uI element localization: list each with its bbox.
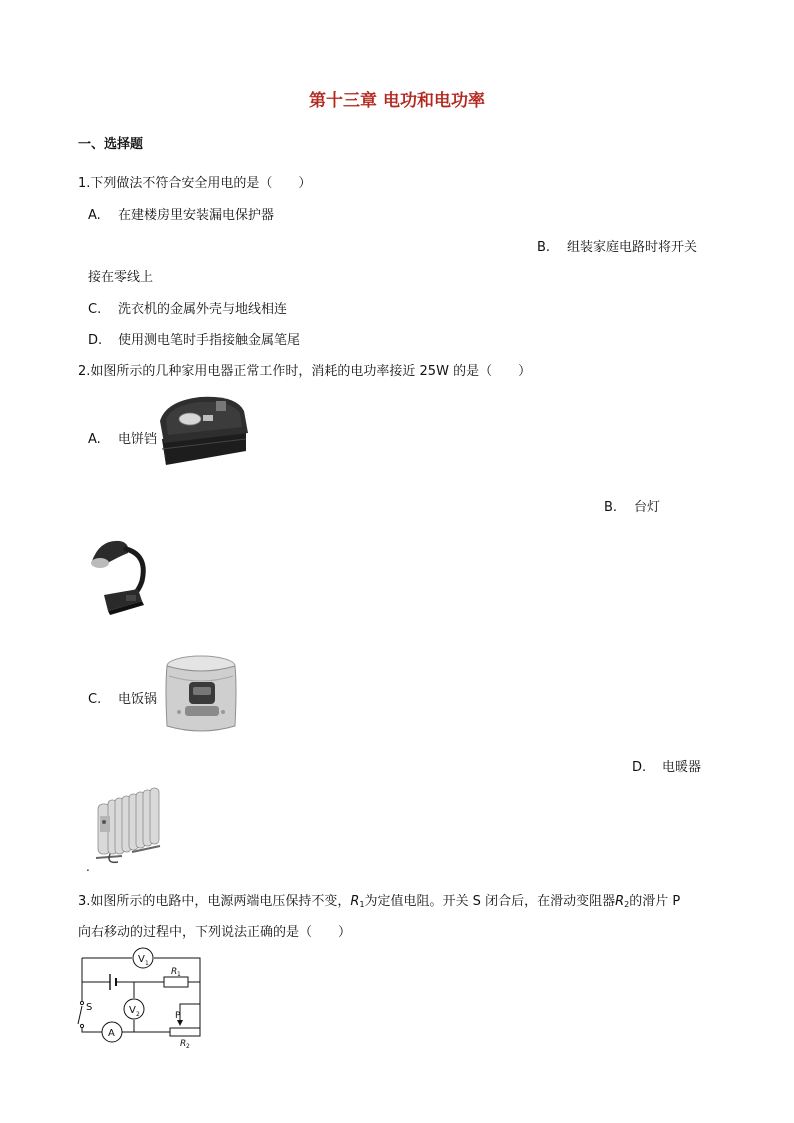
r1-label-subscript: 1 xyxy=(177,971,181,978)
option-text: 组装家庭电路时将开关 xyxy=(567,240,698,255)
question-3-line-1 xyxy=(78,890,680,909)
v1-label: V xyxy=(138,954,145,965)
q2-option-b[interactable] xyxy=(604,496,660,515)
r2-label: R xyxy=(180,1039,187,1049)
option-label: D. xyxy=(88,333,103,348)
q2-option-d[interactable] xyxy=(632,756,701,775)
v1-subscript: 1 xyxy=(145,960,149,967)
option-label: C. xyxy=(88,302,102,317)
q1-option-c[interactable] xyxy=(88,298,287,317)
q1-option-d[interactable] xyxy=(88,329,300,348)
wiper-label: P xyxy=(175,1011,181,1021)
q1-option-a[interactable] xyxy=(88,204,274,223)
r2-symbol: R xyxy=(615,894,625,909)
q1-option-b-continuation: 接在零线上 xyxy=(88,270,154,285)
q3-text-a: 3.如图所示的电路中，电源两端电压保持不变， xyxy=(78,894,351,909)
rice-cooker-image xyxy=(161,652,241,736)
switch-label: S xyxy=(86,1002,93,1013)
trailing-dot: . xyxy=(86,860,90,874)
option-label: C. xyxy=(88,692,102,707)
option-text: 台灯 xyxy=(634,500,661,515)
option-label: B. xyxy=(604,500,618,515)
q3-text-c: 的滑片 P xyxy=(629,894,681,909)
question-1-stem: 1.下列做法不符合安全用电的是（ ） xyxy=(78,176,312,191)
option-text: 洗衣机的金属外壳与地线相连 xyxy=(118,302,288,317)
oil-heater-image xyxy=(92,786,164,866)
q2-option-a[interactable] xyxy=(88,428,157,447)
option-label: A. xyxy=(88,208,101,223)
v2-subscript: 2 xyxy=(136,1011,140,1018)
v2-label: V xyxy=(129,1005,136,1016)
option-label: A. xyxy=(88,432,101,447)
option-text: 在建楼房里安装漏电保护器 xyxy=(118,208,275,223)
option-label: B. xyxy=(537,240,551,255)
pancake-maker-image xyxy=(156,393,252,473)
option-label: D. xyxy=(632,760,647,775)
option-text: 电饼铛 xyxy=(118,432,158,447)
r1-label: R xyxy=(171,967,178,977)
r2-subscript: 2 xyxy=(624,900,630,909)
ammeter-label: A xyxy=(108,1028,115,1039)
q2-option-c[interactable] xyxy=(88,688,157,707)
desk-lamp-image xyxy=(90,535,156,617)
r1-symbol: R xyxy=(350,894,360,909)
question-2-stem: 2.如图所示的几种家用电器正常工作时，消耗的电功率接近 25W 的是（ ） xyxy=(78,364,532,379)
question-3-line-2: 向右移动的过程中，下列说法正确的是（ ） xyxy=(78,925,352,940)
option-text: 电饭锅 xyxy=(118,692,158,707)
option-text: 电暖器 xyxy=(662,760,702,775)
circuit-diagram xyxy=(76,944,212,1050)
r2-label-subscript: 2 xyxy=(186,1043,190,1050)
page-title: 第十三章 电功和电功率 xyxy=(309,91,485,111)
r1-subscript: 1 xyxy=(359,900,365,909)
q3-text-b: 为定值电阻。开关 S 闭合后，在滑动变阻器 xyxy=(364,894,616,909)
section-heading: 一、选择题 xyxy=(78,137,144,152)
option-text: 使用测电笔时手指接触金属笔尾 xyxy=(118,333,301,348)
q1-option-b[interactable] xyxy=(537,236,697,255)
